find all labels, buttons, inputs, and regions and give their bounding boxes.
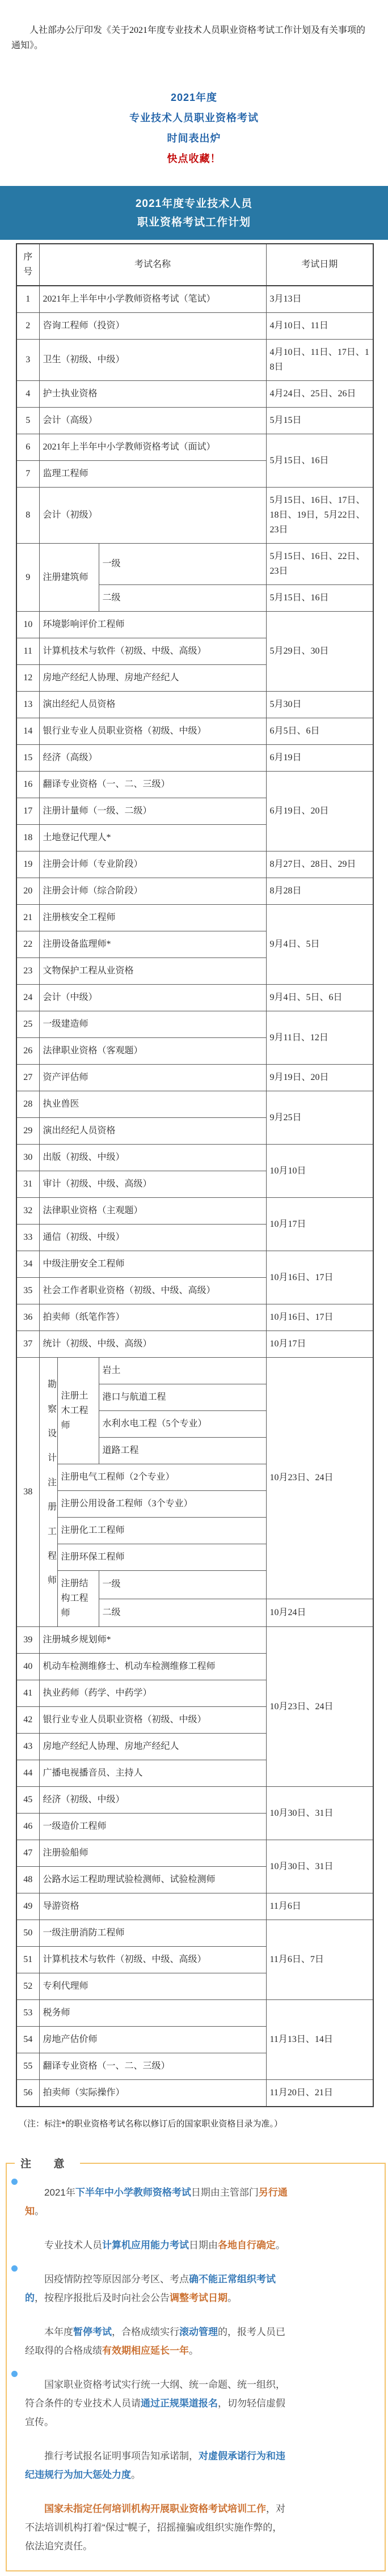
text-segment: 的，报考人员已经取得的合格成绩 (25, 2327, 285, 2356)
table-cell: 出版（初级、中级） (39, 1145, 266, 1171)
table-cell: 4月10日、11日 (266, 313, 373, 340)
table-cell: 法律职业资格（客观题） (39, 1038, 266, 1065)
notice-text (25, 2236, 289, 2255)
notice-paragraph (25, 2236, 289, 2255)
text-segment: 。 (189, 2345, 199, 2356)
table-cell: 38 (16, 1358, 39, 1627)
text-segment: 专业技术人员 (44, 2240, 102, 2251)
highlighted-text-segment: 确不能正常组织考试的 (25, 2274, 276, 2303)
title-line: 时间表出炉 (167, 133, 221, 144)
table-cell: 55 (16, 2053, 39, 2080)
table-cell: 19 (16, 851, 39, 878)
table-cell: 注册土木工程师 (57, 1358, 99, 1464)
table-cell: 10月17日 (266, 1331, 373, 1358)
table-cell: 33 (16, 1225, 39, 1251)
table-cell: 1 (16, 286, 39, 313)
bullet-icon (11, 2265, 18, 2272)
table-cell: 通信（初级、中级） (39, 1225, 266, 1251)
table-row (16, 985, 373, 1011)
highlighted-text-segment: 另行通知 (25, 2187, 288, 2217)
notice-paragraph (25, 2183, 289, 2221)
table-cell: 会计（初级） (39, 488, 266, 544)
table-cell: 11月20日、21日 (266, 2080, 373, 2107)
highlighted-text-segment: 通过正规渠道报名 (141, 2398, 218, 2409)
table-cell: 文物保护工程从业资格 (39, 958, 266, 985)
table-cell: 18 (16, 825, 39, 851)
table-cell: 10月30日、31日 (266, 1787, 373, 1840)
table-row (16, 692, 373, 718)
notice-paragraph (25, 2499, 289, 2556)
highlighted-text-segment: 下半年中小学教师资格考试 (75, 2187, 191, 2198)
text-segment: 国家职业资格考试实行统一大纲、统一命题、统一组织，符合条件的专业技术人员请 (25, 2379, 285, 2409)
table-row (16, 718, 373, 745)
header-serial-number: 序号 (16, 244, 39, 286)
table-cell: 一级注册消防工程师 (39, 1920, 266, 1947)
table-cell: 港口与航道工程 (99, 1384, 266, 1411)
text-segment: 本年度 (44, 2327, 73, 2337)
table-cell: 49 (16, 1893, 39, 1920)
notice-paragraph (25, 2447, 289, 2484)
table-cell: 拍卖师（实际操作） (39, 2080, 266, 2107)
notice-text (25, 2447, 289, 2484)
table-row (16, 1920, 373, 1947)
table-cell: 10 (16, 612, 39, 638)
table-cell: 执业药师（药学、中药学） (39, 1680, 266, 1707)
table-row (16, 1358, 373, 1384)
table-title-banner (0, 186, 388, 240)
text-segment: 2021年 (44, 2187, 75, 2198)
table-cell: 注册结构工程师 (57, 1571, 99, 1627)
table-cell: 10月30日、31日 (266, 1840, 373, 1893)
table-cell: 注册计量师（一级、二级） (39, 798, 266, 825)
notice-paragraph-list (25, 2183, 289, 2556)
table-cell: 30 (16, 1145, 39, 1171)
notice-paragraph (25, 2323, 289, 2360)
table-row (16, 1011, 373, 1038)
table-cell: 16 (16, 772, 39, 798)
text-segment: ，切勿轻信虚假宣传。 (25, 2398, 285, 2427)
table-cell: 审计（初级、中级、高级） (39, 1171, 266, 1198)
table-cell: 咨询工程师（投资） (39, 313, 266, 340)
table-cell: 43 (16, 1734, 39, 1760)
table-cell: 护士执业资格 (39, 381, 266, 408)
text-segment: ，按程序报批后及时向社会公告 (35, 2293, 170, 2303)
title-line: 2021年度 (170, 92, 218, 103)
table-row (16, 544, 373, 585)
vertical-label-text: 勘察设计注册工程师 (46, 1379, 56, 1600)
notice-box (6, 2158, 386, 2571)
table-cell: 4月10日、11日、17日、18日 (266, 340, 373, 381)
table-header-row (16, 244, 373, 286)
table-cell: 会计（中级） (39, 985, 266, 1011)
table-cell: 53 (16, 2000, 39, 2027)
table-cell: 注册核安全工程师 (39, 905, 266, 931)
table-cell: 2021年上半年中小学教师资格考试（面试） (39, 434, 266, 461)
table-cell: 3 (16, 340, 39, 381)
title-line: 专业技术人员职业资格考试 (129, 112, 259, 124)
table-cell: 7 (16, 461, 39, 488)
table-cell: 50 (16, 1920, 39, 1947)
intro-paragraph: 人社部办公厅印发《关于2021年度专业技术人员职业资格考试工作计划及有关事项的通知》。 (11, 26, 366, 50)
table-cell: 26 (16, 1038, 39, 1065)
table-row (16, 340, 373, 381)
text-segment: 。 (276, 2240, 285, 2251)
table-cell: 房地产经纪人协理、房地产经纪人 (39, 665, 266, 692)
table-cell: 11月6日、7日 (266, 1920, 373, 2000)
highlighted-text-segment: 有效期相应延长一年 (102, 2345, 189, 2356)
table-cell: 31 (16, 1171, 39, 1198)
table-cell: 银行业专业人员职业资格（初级、中级） (39, 1707, 266, 1734)
table-cell: 5月15日、16日、17日、18日、19日，5月22日、23日 (266, 488, 373, 544)
table-cell: 6月19日、20日 (266, 772, 373, 851)
table-cell: 4 (16, 381, 39, 408)
table-cell: 47 (16, 1840, 39, 1867)
table-row (16, 1331, 373, 1358)
table-cell: 注册会计师（专业阶段） (39, 851, 266, 878)
table-cell: 45 (16, 1787, 39, 1814)
table-cell: 一级建造师 (39, 1011, 266, 1038)
table-cell: 演出经纪人员资格 (39, 692, 266, 718)
table-cell: 5 (16, 408, 39, 434)
table-cell: 10月23日、24日 (266, 1627, 373, 1787)
text-segment: 日期由主管部门 (191, 2187, 259, 2198)
table-cell: 20 (16, 878, 39, 905)
table-cell: 机动车检测维修士、机动车检测维修工程师 (39, 1654, 266, 1680)
table-cell: 注册会计师（综合阶段） (39, 878, 266, 905)
table-cell: 54 (16, 2027, 39, 2053)
page-title-block (0, 87, 388, 169)
notice-text (25, 2183, 289, 2221)
table-cell: 44 (16, 1760, 39, 1787)
table-cell: 拍卖师（纸笔作答） (39, 1304, 266, 1331)
table-cell: 广播电视播音员、主持人 (39, 1760, 266, 1787)
table-cell: 注册电气工程师（2个专业） (57, 1464, 266, 1491)
table-cell: 计算机技术与软件（初级、中级、高级） (39, 1947, 266, 1973)
table-row (16, 905, 373, 931)
table-row (16, 1304, 373, 1331)
table-cell: 注册验船师 (39, 1840, 266, 1867)
table-cell: 9月4日、5日 (266, 905, 373, 985)
highlighted-text-segment: 各地自行确定 (218, 2240, 276, 2251)
table-row (16, 878, 373, 905)
table-cell: 28 (16, 1091, 39, 1118)
table-cell: 39 (16, 1627, 39, 1654)
table-cell: 环境影响评价工程师 (39, 612, 266, 638)
table-cell: 经济（初级、中级） (39, 1787, 266, 1814)
text-segment: 。 (35, 2206, 44, 2217)
table-cell: 9 (16, 544, 39, 612)
table-cell: 5月15日、16日 (266, 434, 373, 488)
bullet-icon (11, 2371, 18, 2377)
table-cell: 土地登记代理人* (39, 825, 266, 851)
table-cell: 8月27日、28日、29日 (266, 851, 373, 878)
table-row (16, 612, 373, 638)
table-cell: 5月15日、16日 (266, 585, 373, 612)
table-footnote: （注：标注*的职业资格考试名称以修订后的国家职业资格目录为准。） (19, 2120, 283, 2129)
table-cell: 5月30日 (266, 692, 373, 718)
table-cell: 计算机技术与软件（初级、中级、高级） (39, 638, 266, 665)
table-cell: 二级 (99, 1599, 266, 1627)
text-segment: ，对不法培训机构打着“保过”幌子，招摇撞骗或组织实施作弊的，依法追究责任。 (25, 2503, 285, 2552)
table-cell: 22 (16, 931, 39, 958)
table-row (16, 381, 373, 408)
table-cell: 9月25日 (266, 1091, 373, 1145)
highlighted-text-segment: 国家未指定任何培训机构开展职业资格考试培训工作 (44, 2503, 266, 2514)
vertical-label-cell (39, 1358, 57, 1627)
table-cell: 23 (16, 958, 39, 985)
table-cell: 29 (16, 1118, 39, 1145)
table-row (16, 851, 373, 878)
table-cell: 4月24日、25日、26日 (266, 381, 373, 408)
table-cell: 导游资格 (39, 1893, 266, 1920)
table-cell: 35 (16, 1278, 39, 1304)
table-row (16, 434, 373, 461)
table-body (16, 286, 373, 2107)
table-cell: 32 (16, 1198, 39, 1225)
notice-text (25, 2499, 289, 2556)
table-cell: 51 (16, 1947, 39, 1973)
table-cell: 注册公用设备工程师（3个专业） (57, 1491, 266, 1518)
table-row (16, 1145, 373, 1171)
highlighted-text-segment: 对虚假承诺行为和违纪违规行为加大惩处力度 (25, 2451, 285, 2480)
table-cell: 资产评估师 (39, 1065, 266, 1091)
table-cell: 9月19日、20日 (266, 1065, 373, 1091)
text-segment: 推行考试报名证明事项告知承诺制， (44, 2451, 199, 2461)
table-cell: 水利水电工程（5个专业） (99, 1411, 266, 1438)
table-row (16, 313, 373, 340)
table-row (16, 286, 373, 313)
highlighted-text-segment: 滚动管理 (179, 2327, 218, 2337)
table-cell: 翻译专业资格（一、二、三级） (39, 2053, 266, 2080)
table-row (16, 488, 373, 544)
table-cell: 10月24日 (266, 1599, 373, 1627)
table-row (16, 408, 373, 434)
table-cell: 27 (16, 1065, 39, 1091)
table-row (16, 1251, 373, 1278)
table-cell: 注册城乡规划师* (39, 1627, 266, 1654)
table-row (16, 2080, 373, 2107)
table-cell: 12 (16, 665, 39, 692)
table-cell: 14 (16, 718, 39, 745)
table-row (16, 1840, 373, 1867)
table-cell: 房地产经纪人协理、房地产经纪人 (39, 1734, 266, 1760)
table-cell: 2021年上半年中小学教师资格考试（笔试） (39, 286, 266, 313)
table-cell: 一级 (99, 1571, 266, 1599)
table-cell: 5月15日 (266, 408, 373, 434)
table-cell: 注册建筑师 (39, 544, 99, 612)
table-cell: 6月5日、6日 (266, 718, 373, 745)
banner-line-2: 职业资格考试工作计划 (137, 217, 251, 228)
table-cell: 11月6日 (266, 1893, 373, 1920)
table-cell: 42 (16, 1707, 39, 1734)
table-cell: 10月16日、17日 (266, 1304, 373, 1331)
table-row (16, 1198, 373, 1225)
table-cell: 10月16日、17日 (266, 1251, 373, 1304)
table-row (16, 1065, 373, 1091)
table-cell: 岩土 (99, 1358, 266, 1384)
table-cell: 8月28日 (266, 878, 373, 905)
table-cell: 会计（高级） (39, 408, 266, 434)
table-cell: 注册设备监理师* (39, 931, 266, 958)
table-row (16, 2000, 373, 2027)
table-cell: 21 (16, 905, 39, 931)
table-cell: 经济（高级） (39, 745, 266, 772)
table-row (16, 1091, 373, 1118)
exam-schedule-table (16, 243, 374, 2107)
table-cell: 25 (16, 1011, 39, 1038)
table-cell: 注册化工工程师 (57, 1518, 266, 1544)
table-cell: 11月13日、14日 (266, 2000, 373, 2080)
notice-title: 注 意 (15, 2155, 80, 2171)
notice-paragraph (25, 2375, 289, 2431)
table-cell: 9月11日、12日 (266, 1011, 373, 1065)
table-cell: 10月10日 (266, 1145, 373, 1198)
table-cell: 道路工程 (99, 1438, 266, 1464)
table-cell: 社会工作者职业资格（初级、中级、高级） (39, 1278, 266, 1304)
collect-call-line: 快点收藏！ (167, 153, 221, 164)
text-segment: 日期由 (189, 2240, 218, 2251)
table-cell: 5月15日、16日、22日、23日 (266, 544, 373, 585)
table-cell: 二级 (99, 585, 266, 612)
table-cell: 税务师 (39, 2000, 266, 2027)
table-row (16, 1627, 373, 1654)
table-cell: 一级 (99, 544, 266, 585)
table-cell: 24 (16, 985, 39, 1011)
table-cell: 翻译专业资格（一、二、三级） (39, 772, 266, 798)
table-row (16, 745, 373, 772)
table-cell: 6月19日 (266, 745, 373, 772)
header-exam-date: 考试日期 (266, 244, 373, 286)
table-cell: 36 (16, 1304, 39, 1331)
highlighted-text-segment: 计算机应用能力考试 (102, 2240, 189, 2251)
table-cell: 17 (16, 798, 39, 825)
banner-line-1: 2021年度专业技术人员 (135, 198, 253, 210)
table-row (16, 1893, 373, 1920)
table-cell: 48 (16, 1867, 39, 1893)
table-cell: 3月13日 (266, 286, 373, 313)
table-cell: 法律职业资格（主观题） (39, 1198, 266, 1225)
highlighted-text-segment: 暂停考试 (73, 2327, 112, 2337)
table-cell: 卫生（初级、中级） (39, 340, 266, 381)
header-exam-name: 考试名称 (39, 244, 266, 286)
table-cell: 5月29日、30日 (266, 612, 373, 692)
notice-text (25, 2270, 289, 2307)
table-cell: 40 (16, 1654, 39, 1680)
notice-text (25, 2375, 289, 2431)
table-cell: 52 (16, 1973, 39, 2000)
table-cell: 9月4日、5日、6日 (266, 985, 373, 1011)
bullet-icon (11, 2179, 18, 2185)
table-cell: 6 (16, 434, 39, 461)
table-cell: 10月23日、24日 (266, 1358, 373, 1599)
table-cell: 46 (16, 1814, 39, 1840)
table-cell: 13 (16, 692, 39, 718)
table-cell: 银行业专业人员职业资格（初级、中级） (39, 718, 266, 745)
table-cell: 中级注册安全工程师 (39, 1251, 266, 1278)
text-segment: 。 (131, 2469, 141, 2480)
table-cell: 15 (16, 745, 39, 772)
table-cell: 8 (16, 488, 39, 544)
table-cell: 10月17日 (266, 1198, 373, 1251)
table-cell: 56 (16, 2080, 39, 2107)
notice-paragraph (25, 2270, 289, 2307)
table-cell: 2 (16, 313, 39, 340)
text-segment: ，合格成绩实行 (112, 2327, 179, 2337)
table-cell: 房地产估价师 (39, 2027, 266, 2053)
table-cell: 11 (16, 638, 39, 665)
text-segment: 。 (227, 2293, 237, 2303)
table-cell: 演出经纪人员资格 (39, 1118, 266, 1145)
table-cell: 41 (16, 1680, 39, 1707)
table-cell: 公路水运工程助理试验检测师、试验检测师 (39, 1867, 266, 1893)
table-cell: 注册环保工程师 (57, 1544, 266, 1571)
table-cell: 37 (16, 1331, 39, 1358)
highlighted-text-segment: 调整考试日期 (170, 2293, 227, 2303)
table-cell: 一级造价工程师 (39, 1814, 266, 1840)
table-row (16, 1787, 373, 1814)
table-cell: 专利代理师 (39, 1973, 266, 2000)
notice-text (25, 2323, 289, 2360)
table-cell: 34 (16, 1251, 39, 1278)
table-cell: 统计（初级、中级、高级） (39, 1331, 266, 1358)
table-cell: 监理工程师 (39, 461, 266, 488)
table-cell: 执业兽医 (39, 1091, 266, 1118)
text-segment: 因疫情防控等原因部分考区、考点 (44, 2274, 189, 2285)
table-row (16, 772, 373, 798)
